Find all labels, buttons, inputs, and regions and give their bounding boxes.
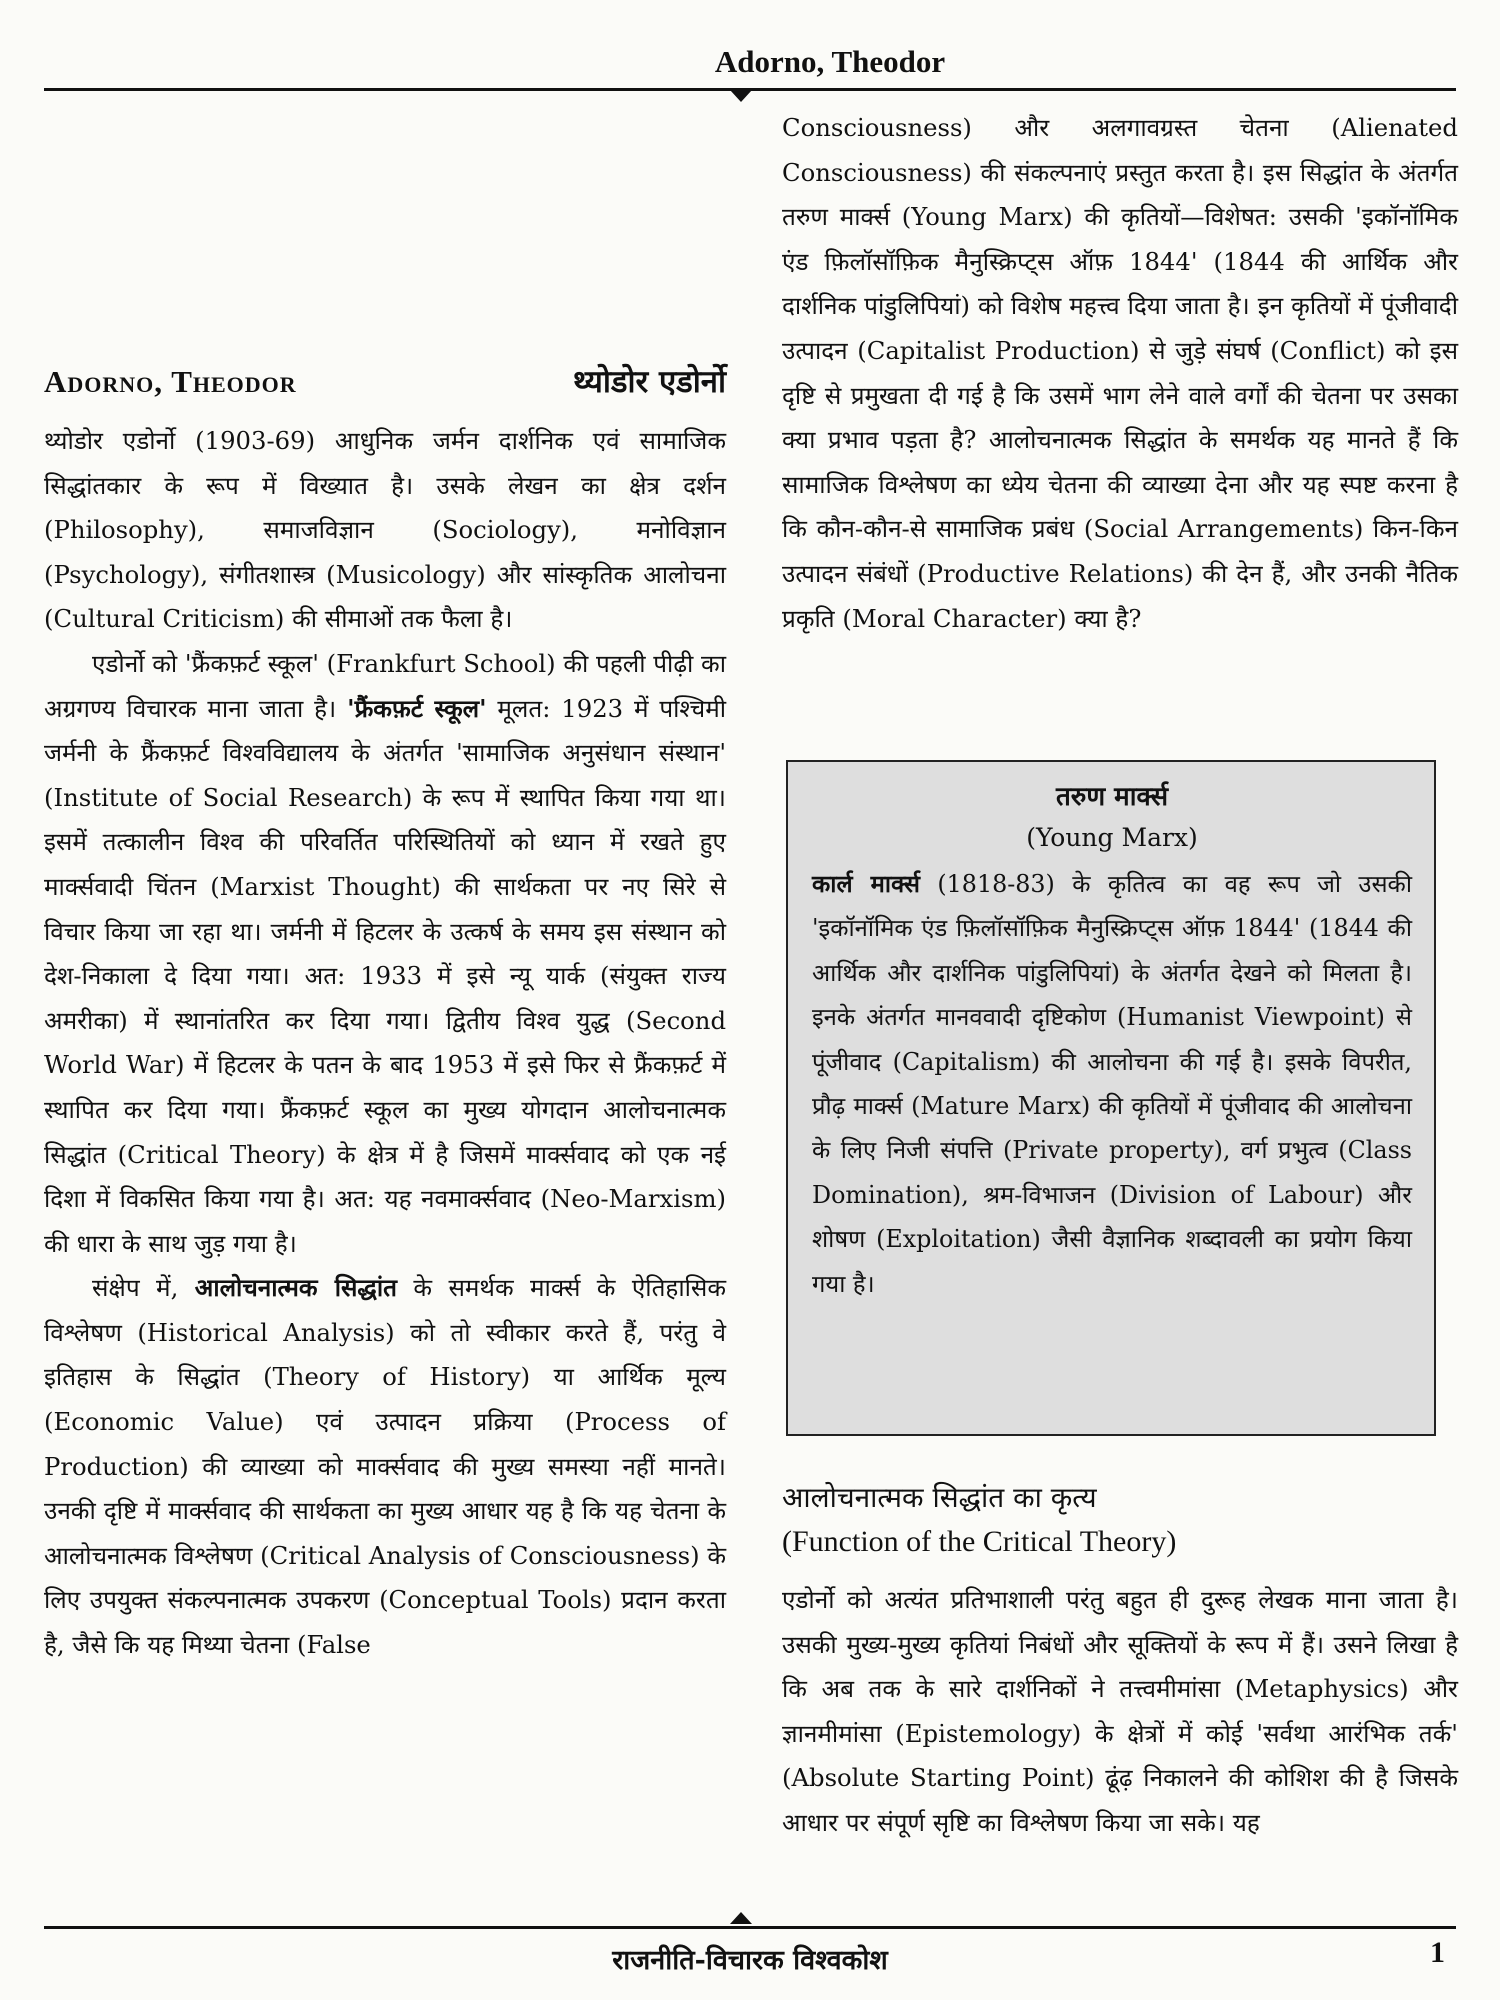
running-header: Adorno, Theodor [714,44,946,79]
p2-text-b: मूलत: 1923 में पश्चिमी जर्मनी के फ्रैंकफ़र्ट विश्वविद्यालय के अंतर्गत 'सामाजिक अनुसंधान संस्थान' (Institute of Social Research) के रूप में स्थापित किया गया था। इसमें तत्कालीन विश्व की परिवर्तित परिस्थितियों को ध्यान में रखते हुए मार्क्सवादी चिंतन (Marxist Thought) की सार्थकता पर नए सिरे से विचार किया जा रहा था। जर्मनी में हिटलर के उत्कर्ष के समय इस संस्थान को देश-निकाला दे दिया गया। अत: 1933 में इसे न्यू यार्क (संयुक्त राज्य अमरीका) में स्थानांतरित कर दिया गया। द्वितीय विश्व युद्ध (Second World War) में हिटलर के पतन के बाद 1953 में इसे फिर से फ्रैंकफ़र्ट में स्थापित कर दिया गया। फ्रैंकफ़र्ट स्कूल का मुख्य योगदान आलोचनात्मक सिद्धांत (Critical Theory) के क्षेत्र में है जिसमें मार्क्सवाद को एक नई दिशा में विकसित किया गया है। अत: यह नवमार्क्सवाद (Neo-Marxism) की धारा के साथ जुड़ गया है। [44,693,727,1258]
box-subtitle: (Young Marx) [1026,823,1198,852]
right-column-top [782,106,1458,641]
entry-title-english: Adorno, Theodor [44,364,297,399]
p3-text-b: के समर्थक मार्क्स के ऐतिहासिक विश्लेषण (Historical Analysis) को तो स्वीकार करते हैं, परंतु वे इतिहास के सिद्धांत (Theory of History) या आर्थिक मूल्य (Economic Value) एवं उत्पादन प्रक्रिया (Process of Production) की व्याख्या को मार्क्सवाद की मुख्य समस्या नहीं मानते। उनकी दृष्टि में मार्क्सवाद की सार्थकता का मुख्य आधार यह है कि यह चेतना के आलोचनात्मक विश्लेषण (Critical Analysis of Consciousness) के लिए उपयुक्त संकल्पनात्मक उपकरण (Conceptual Tools) प्रदान करता है, जैसे कि यह मिथ्या चेतना (False [44,1273,726,1660]
right-paragraph-1: Consciousness) और अलगावग्रस्त चेतना (Alienated Consciousness) की संकल्पनाएं प्रस्तुत करता है। इस सिद्धांत के अंतर्गत तरुण मार्क्स (Young Marx) की कृतियों—विशेषत: उसकी 'इकॉनॉमिक एंड फ़िलॉसॉफ़िक मैनुस्क्रिप्ट्स ऑफ़ 1844' (1844 की आर्थिक और दार्शनिक पांडुलिपियां) को विशेष महत्त्व दिया जाता है। इन कृतियों में पूंजीवादी उत्पादन (Capitalist Production) से जुड़े संघर्ष (Conflict) को इस दृष्टि से प्रमुखता दी गई है कि उसमें भाग लेने वाले वर्गों की चेतना पर उसका क्या प्रभाव पड़ता है? आलोचनात्मक सिद्धांत के समर्थक यह मानते हैं कि सामाजिक विश्लेषण का ध्येय चेतना की व्याख्या देना और यह स्पष्ट करना है कि कौन-कौन-से सामाजिक प्रबंध (Social Arrangements) किन-किन उत्पादन संबंधों (Productive Relations) की देन हैं, और उनकी नैतिक प्रकृति (Moral Character) क्या है? [782,113,1459,633]
right-paragraph-2: एडोर्नो को अत्यंत प्रतिभाशाली परंतु बहुत ही दुरूह लेखक माना जाता है। उसकी मुख्य-मुख्य कृतियां निबंधों और सूक्तियों के रूप में हैं। उसने लिखा है कि अब तक के सारे दार्शनिकों ने तत्त्वमीमांसा (Metaphysics) और ज्ञानमीमांसा (Epistemology) के क्षेत्रों में कोई 'सर्वथा आरंभिक तर्क' (Absolute Starting Point) ढूंढ़ निकालने की कोशिश की है जिसके आधार पर संपूर्ण सृष्टि का विश्लेषण किया जा सके। यह [782,1585,1458,1837]
section-heading-hindi: आलोचनात्मक सिद्धांत का कृत्य [782,1481,1097,1514]
entry-heading [44,360,726,406]
p3-bold-term: आलोचनात्मक सिद्धांत [194,1273,397,1303]
box-text: (1818-83) के कृतित्व का वह रूप जो उसकी 'इकॉनॉमिक एंड फ़िलॉसॉफ़िक मैनुस्क्रिप्ट्स ऑफ़ 1844' (1844 की आर्थिक और दार्शनिक पांडुलिपियां) के अंतर्गत देखने को मिलता है। इनके अंतर्गत मानववादी दृष्टिकोण (Humanist Viewpoint) से पूंजीवाद (Capitalism) की आलोचना की गई है। इसके विपरीत, प्रौढ़ मार्क्स (Mature Marx) की कृतियों में पूंजीवाद की आलोचना के लिए निजी संपत्ति (Private property), वर्ग प्रभुत्व (Class Domination), श्रम-विभाजन (Division of Labour) और शोषण (Exploitation) जैसी वैज्ञानिक शब्दावली का प्रयोग किया गया है। [812,870,1412,1298]
right-column-bottom [782,1578,1458,1846]
p2-bold-term: 'फ्रैंकफ़र्ट स्कूल' [347,693,487,723]
footer-marker [730,1912,752,1924]
section-heading [782,1476,1458,1564]
p3-text-a: संक्षेप में, [92,1273,179,1303]
p2-text-a: एडोर्नो को 'फ्रैंकफ़र्ट स्कूल' (Frankfurt School) की पहली पीढ़ी का अग्रगण्य विचारक माना जाता है। [44,648,726,723]
footer-book-title: राजनीति-विचारक विश्वकोश [612,1945,888,1976]
left-paragraph-3 [44,1266,726,1667]
footer-rule [44,1926,1456,1929]
box-body [812,862,1412,1306]
box-bold-term: कार्ल मार्क्स [812,870,920,898]
left-paragraph-2 [44,642,726,1266]
section-heading-english: (Function of the Critical Theory) [782,1525,1177,1558]
page-number: 1 [1430,1936,1445,1969]
box-title: तरुण मार्क्स [1055,782,1169,812]
young-marx-box [786,760,1436,1436]
left-column [44,419,726,1668]
left-paragraph-1: थ्योडोर एडोर्नो (1903-69) आधुनिक जर्मन दार्शनिक एवं सामाजिक सिद्धांतकार के रूप में विख्यात है। उसके लेखन का क्षेत्र दर्शन (Philosophy), समाजविज्ञान (Sociology), मनोविज्ञान (Psychology), संगीतशास्त्र (Musicology) और सांस्कृतिक आलोचना (Cultural Criticism) की सीमाओं तक फैला है। [44,426,726,634]
entry-title-hindi: थ्योडोर एडोर्नो [572,364,726,400]
header-marker [730,90,752,102]
